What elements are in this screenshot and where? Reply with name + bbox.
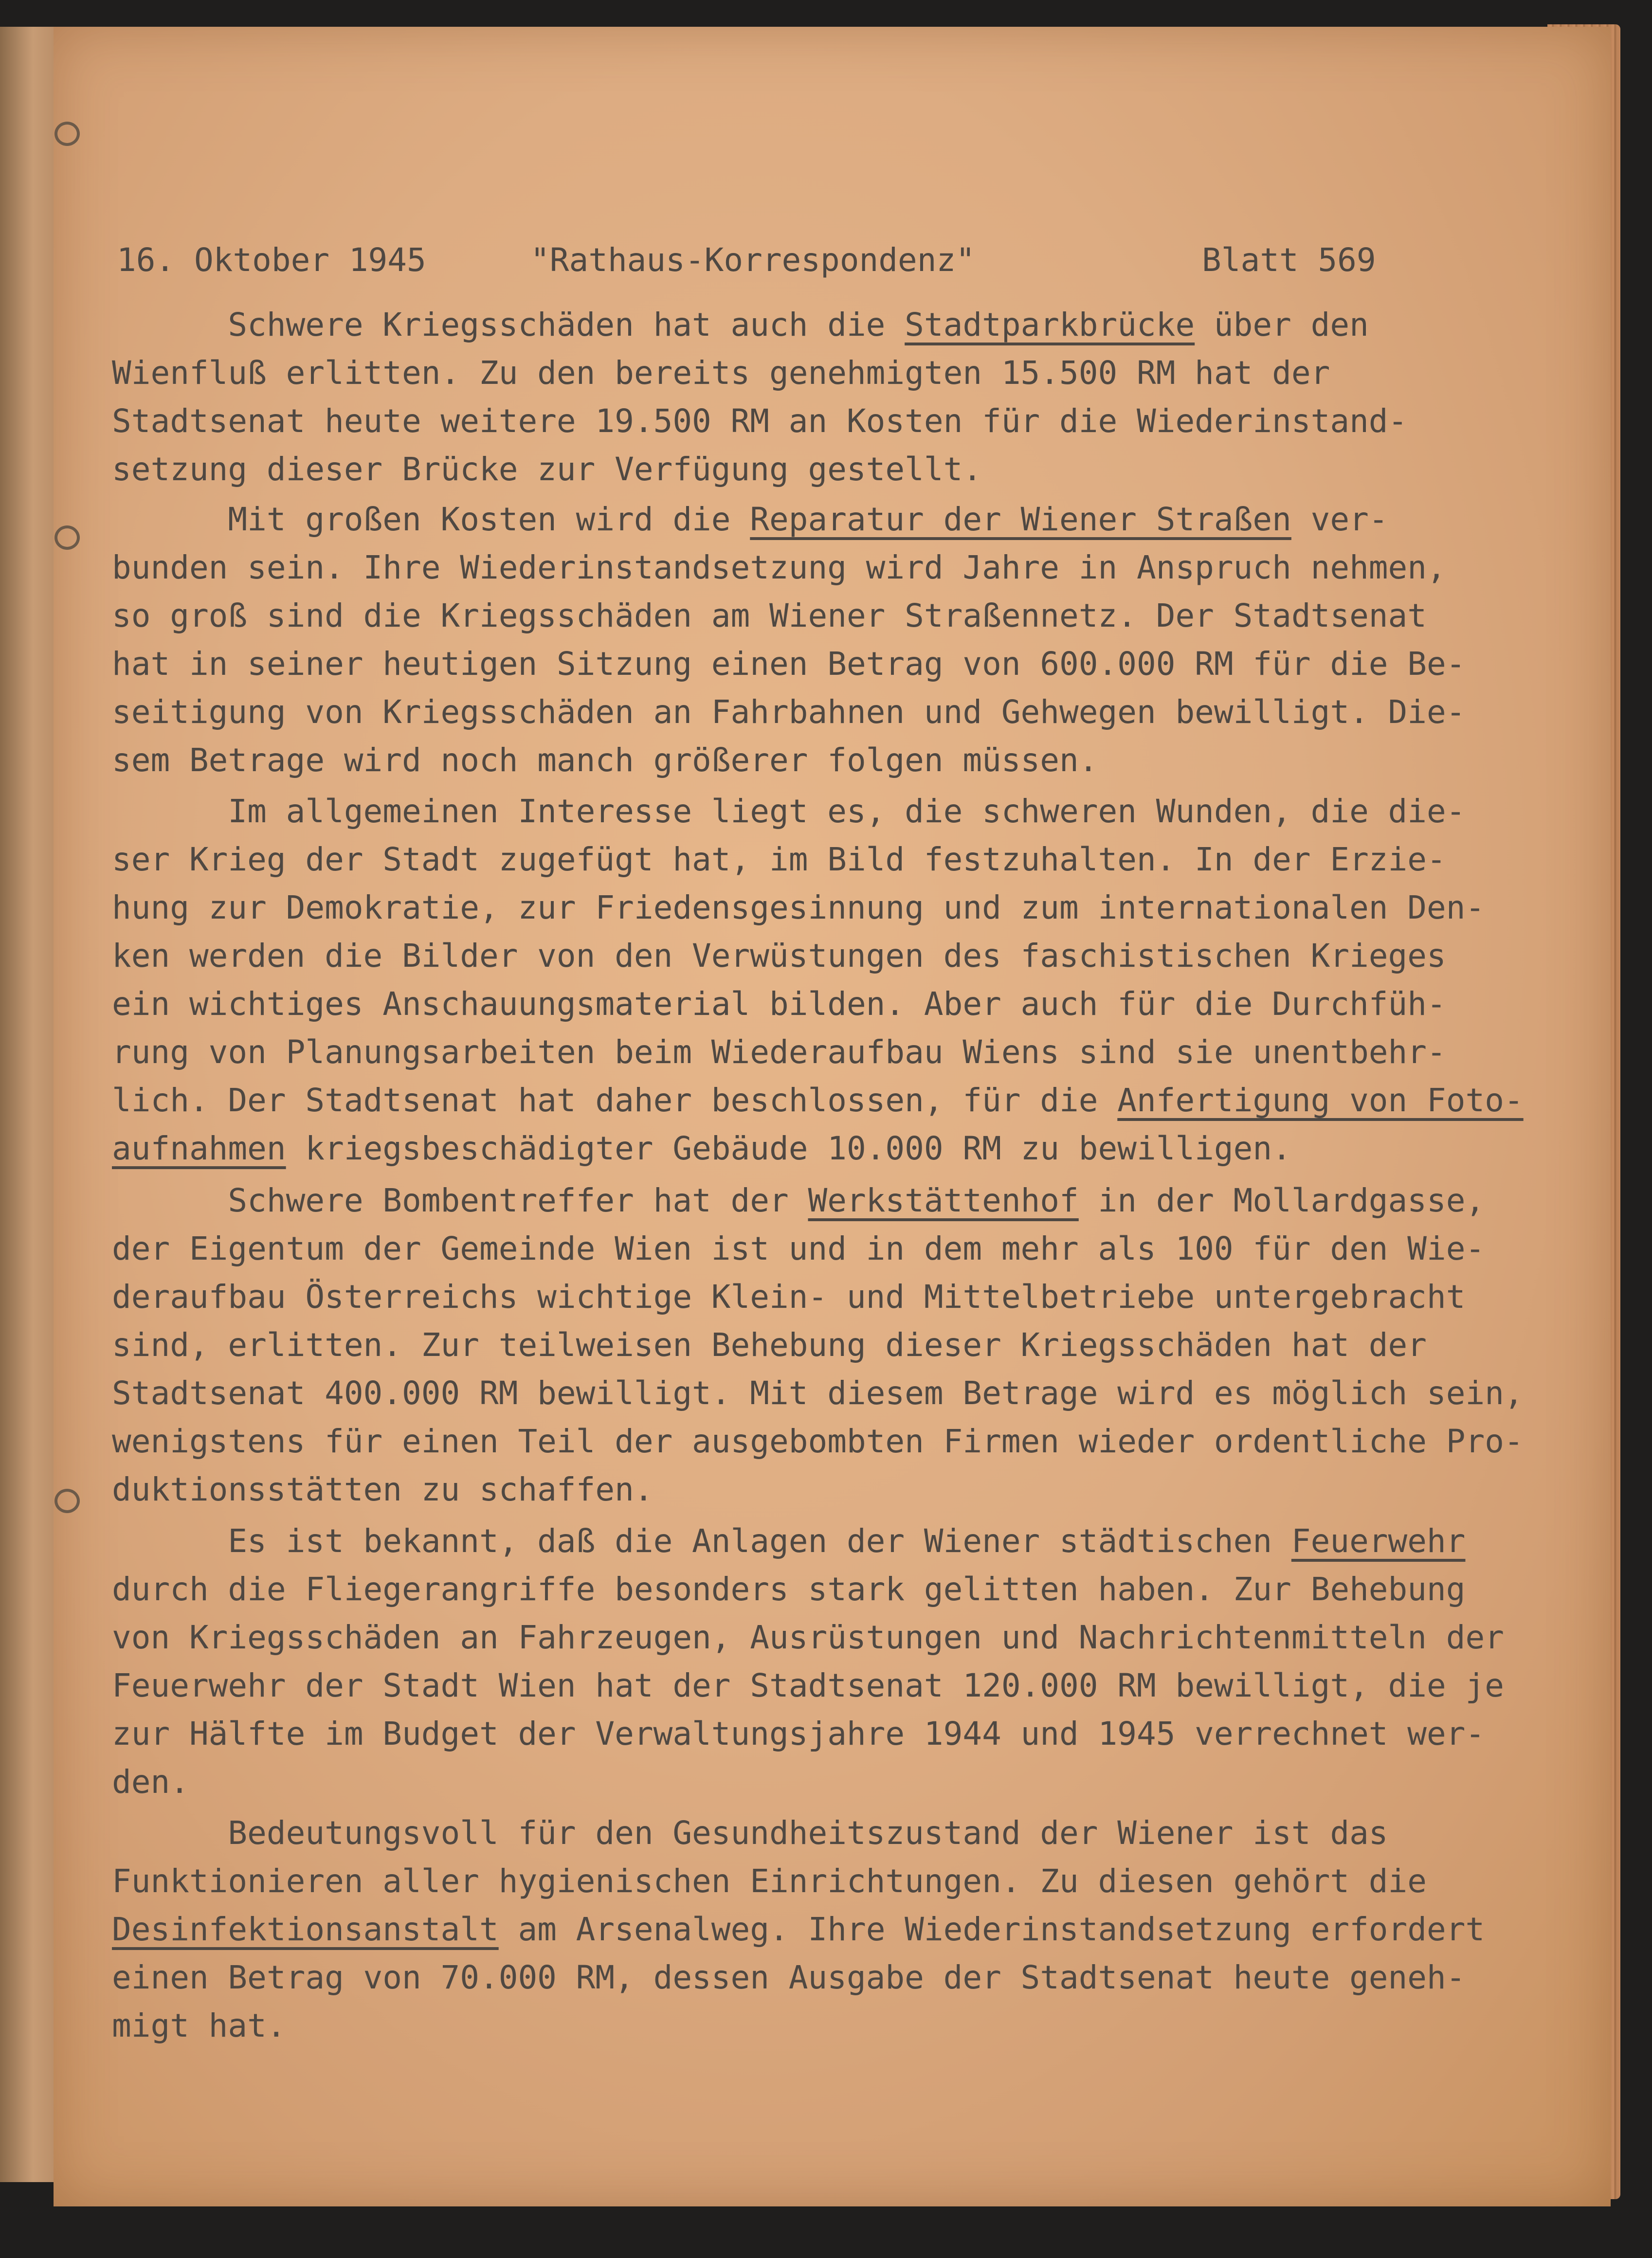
underlined-term: Feuerwehr [1291, 1522, 1466, 1560]
text-segment: Stadtsenat heute weitere 19.500 RM an Kosten für die Wiederinstand- [112, 402, 1408, 440]
text-segment: Schwere Bombentreffer hat der [112, 1182, 808, 1219]
text-line [112, 301, 1562, 349]
text-segment: der Eigentum der Gemeinde Wien ist und in dem mehr als 100 für den Wie- [112, 1230, 1485, 1267]
underlined-term: Stadtparkbrücke [905, 306, 1195, 343]
paragraph-stadtparkbruecke [112, 301, 1562, 493]
underlined-term: Desinfektionsanstalt [112, 1911, 499, 1948]
text-segment: lich. Der Stadtsenat hat daher beschlossen, für die [112, 1082, 1118, 1119]
page-header [117, 236, 1406, 284]
text-line [112, 1417, 1562, 1465]
paragraph-desinfektionsanstalt [112, 1809, 1562, 2050]
text-segment: Im allgemeinen Interesse liegt es, die schweren Wunden, die die- [112, 793, 1466, 830]
paragraph-feuerwehr [112, 1517, 1562, 1806]
text-line [112, 445, 1562, 493]
paragraph-fotoaufnahmen [112, 787, 1562, 1173]
text-line [112, 349, 1562, 397]
text-line [112, 736, 1562, 784]
text-segment: von Kriegsschäden an Fahrzeugen, Ausrüstungen und Nachrichtenmitteln der [112, 1619, 1504, 1656]
text-segment: bunden sein. Ihre Wiederinstandsetzung wird Jahre in Anspruch nehmen, [112, 549, 1446, 586]
text-segment: ein wichtiges Anschauungsmaterial bilden. Aber auch für die Durchfüh- [112, 985, 1446, 1023]
underlined-term: Reparatur der Wiener Straßen [750, 501, 1291, 538]
text-segment: wenigstens für einen Teil der ausgebombten Firmen wieder ordentliche Pro- [112, 1423, 1524, 1460]
text-line [112, 1176, 1562, 1225]
text-segment: Stadtsenat 400.000 RM bewilligt. Mit diesem Betrage wird es möglich sein, [112, 1374, 1524, 1412]
text-line [112, 640, 1562, 688]
text-segment: deraufbau Österreichs wichtige Klein- und Mittelbetriebe untergebracht [112, 1278, 1466, 1316]
text-segment: den. [112, 1763, 189, 1801]
text-line [112, 1517, 1562, 1565]
text-segment: rung von Planungsarbeiten beim Wiederaufbau Wiens sind sie unentbehr- [112, 1033, 1446, 1071]
text-line [112, 1273, 1562, 1321]
text-segment: duktionsstätten zu schaffen. [112, 1471, 654, 1508]
text-segment: über den [1195, 306, 1369, 343]
text-line [112, 835, 1562, 884]
text-segment: zur Hälfte im Budget der Verwaltungsjahre 1944 und 1945 verrechnet wer- [112, 1715, 1485, 1752]
text-segment: durch die Fliegerangriffe besonders stark gelitten haben. Zur Behebung [112, 1571, 1466, 1608]
text-line [112, 980, 1562, 1028]
text-segment: Mit großen Kosten wird die [112, 501, 750, 538]
text-segment: sind, erlitten. Zur teilweisen Behebung dieser Kriegsschäden hat der [112, 1326, 1427, 1364]
text-segment: setzung dieser Brücke zur Verfügung gestellt. [112, 451, 982, 488]
text-line [112, 1124, 1562, 1173]
text-line [112, 1465, 1562, 1514]
text-line [112, 688, 1562, 736]
text-line [112, 592, 1562, 640]
text-line [112, 1028, 1562, 1076]
text-segment: seitigung von Kriegsschäden an Fahrbahnen und Gehwegen bewilligt. Die- [112, 693, 1466, 731]
text-line [112, 1225, 1562, 1273]
text-line [112, 932, 1562, 980]
text-segment: Funktionieren aller hygienischen Einrichtungen. Zu diesen gehört die [112, 1862, 1427, 1900]
text-segment: Bedeutungsvoll für den Gesundheitszustand der Wiener ist das [112, 1814, 1388, 1852]
text-line [112, 1758, 1562, 1806]
text-segment: so groß sind die Kriegsschäden am Wiener Straßennetz. Der Stadtsenat [112, 597, 1427, 634]
text-line [112, 1565, 1562, 1613]
text-segment: hat in seiner heutigen Sitzung einen Betrag von 600.000 RM für die Be- [112, 645, 1466, 683]
underlined-term: Anfertigung von Foto- [1117, 1082, 1524, 1119]
text-line [112, 2002, 1562, 2050]
text-segment: ken werden die Bilder von den Verwüstungen des faschistischen Krieges [112, 937, 1446, 975]
text-segment: am Arsenalweg. Ihre Wiederinstandsetzung erfordert [498, 1911, 1485, 1948]
text-line [112, 1857, 1562, 1905]
text-segment: hung zur Demokratie, zur Friedensgesinnung und zum internationalen Den- [112, 889, 1485, 926]
text-line [112, 397, 1562, 445]
paragraph-wiener-strassen [112, 495, 1562, 784]
text-line [112, 787, 1562, 835]
text-line [112, 1953, 1562, 2002]
text-line [112, 1710, 1562, 1758]
paragraph-werkstaettenhof [112, 1176, 1562, 1514]
text-line [112, 1809, 1562, 1857]
underlined-term: Werkstättenhof [808, 1182, 1079, 1219]
text-segment: Wienfluß erlitten. Zu den bereits genehmigten 15.500 RM hat der [112, 354, 1330, 392]
text-segment: sem Betrage wird noch manch größerer folgen müssen. [112, 741, 1098, 779]
text-line [112, 1613, 1562, 1662]
text-segment: ser Krieg der Stadt zugefügt hat, im Bild festzuhalten. In der Erzie- [112, 841, 1446, 878]
text-line [112, 1905, 1562, 1953]
text-segment: einen Betrag von 70.000 RM, dessen Ausgabe der Stadtsenat heute geneh- [112, 1959, 1466, 1996]
text-line [112, 1076, 1562, 1124]
text-line [112, 884, 1562, 932]
header-date: 16. Oktober 1945 [117, 241, 426, 279]
text-segment: in der Mollardgasse, [1078, 1182, 1485, 1219]
underlined-term: aufnahmen [112, 1130, 286, 1167]
text-line [112, 1369, 1562, 1417]
text-line [112, 495, 1562, 543]
text-segment: Schwere Kriegsschäden hat auch die [112, 306, 905, 343]
text-line [112, 543, 1562, 592]
text-segment: migt hat. [112, 2007, 286, 2044]
text-segment: Feuerwehr der Stadt Wien hat der Stadtsenat 120.000 RM bewilligt, die je [112, 1667, 1504, 1704]
header-sheet-number: Blatt 569 [1202, 241, 1376, 279]
text-segment: kriegsbeschädigter Gebäude 10.000 RM zu bewilligen. [286, 1130, 1291, 1167]
text-segment: ver- [1291, 501, 1388, 538]
text-line [112, 1662, 1562, 1710]
header-publication: "Rathaus-Korrespondenz" [530, 241, 975, 279]
text-line [112, 1321, 1562, 1369]
text-segment: Es ist bekannt, daß die Anlagen der Wiener städtischen [112, 1522, 1291, 1560]
